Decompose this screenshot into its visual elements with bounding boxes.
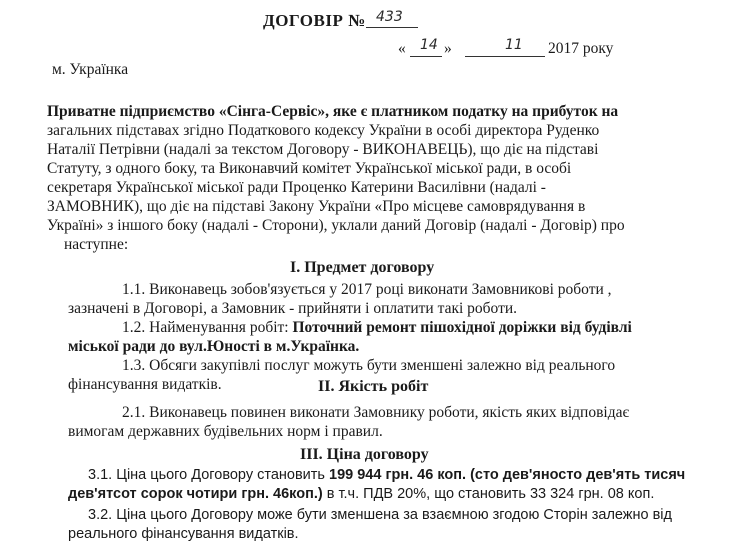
- clause-1-3-line1: 1.3. Обсяги закупівлі послуг можуть бути зменшені залежно від реального: [122, 357, 616, 374]
- clause-2-1-line2: вимогам державних будівельних норм і правил.: [68, 423, 383, 440]
- intro-line: Приватне підприємство «Сінга-Сервіс», яке є платником податку на прибуток на: [47, 103, 619, 120]
- section-heading-3: III. Ціна договору: [300, 446, 429, 463]
- intro-line: Наталії Петрівни (надалі за текстом Договору - ВИКОНАВЕЦЬ), що діє на підставі: [47, 141, 599, 158]
- clause-3-1-line2: дев'ятсот сорок чотири грн. 46коп.) в т.ч. ПДВ 20%, що становить 33 324 грн. 08 коп.: [68, 486, 655, 502]
- contract-number: 433: [376, 9, 403, 25]
- city: м. Українка: [52, 61, 129, 78]
- clause-3-2-line1: 3.2. Ціна цього Договору може бути зменшена за взаємною згодою Сторін залежно від: [88, 507, 672, 523]
- section-heading-2: II. Якість робіт: [318, 378, 429, 395]
- month-underline: [465, 56, 545, 57]
- intro-line: ЗАМОВНИК), що діє на підставі Закону України «Про місцеве самоврядування в: [47, 198, 586, 215]
- clause-3-1-line1: 3.1. Ціна цього Договору становить 199 944 грн. 46 коп. (сто дев'яносто дев'ять тисяч: [88, 467, 686, 483]
- date-close-quote: »: [444, 40, 452, 57]
- intro-line: Статуту, з одного боку, та Виконавчий комітет Української міської ради, в особі: [47, 160, 572, 177]
- clause-1-2-line1: 1.2. Найменування робіт: Поточний ремонт пішохідної доріжки від будівлі: [122, 319, 632, 336]
- date-month: 11: [505, 37, 523, 53]
- clause-1-1-line1: 1.1. Виконавець зобов'язується у 2017 році виконати Замовникові роботи ,: [122, 281, 612, 298]
- intro-line: наступне:: [64, 236, 129, 253]
- date-year: 2017 року: [548, 40, 614, 57]
- intro-line: загальних підставах згідно Податкового кодексу України в особі директора Руденко: [47, 122, 600, 139]
- contract-title: ДОГОВІР №: [263, 11, 366, 30]
- clause-1-1-line2: зазначені в Договорі, а Замовник - прийняти і оплатити такі роботи.: [68, 300, 518, 317]
- clause-1-2-line2: міської ради до вул.Юності в м.Українка.: [68, 338, 360, 355]
- number-underline: [366, 27, 418, 28]
- clause-1-3-line2: фінансування видатків.: [68, 376, 222, 393]
- intro-line: Україні» з іншого боку (надалі - Сторони), уклали даний Договір (надалі - Договір) про: [47, 217, 625, 234]
- clause-3-2-line2: реального фінансування видатків.: [68, 526, 299, 542]
- date-open-quote: «: [398, 40, 406, 57]
- section-heading-1: I. Предмет договору: [290, 259, 435, 276]
- intro-line: секретаря Української міської ради Проценко Катерини Василівни (надалі -: [47, 179, 546, 196]
- date-day: 14: [420, 37, 438, 53]
- day-underline: [410, 56, 442, 57]
- clause-2-1-line1: 2.1. Виконавець повинен виконати Замовнику роботи, якість яких відповідає: [122, 404, 630, 421]
